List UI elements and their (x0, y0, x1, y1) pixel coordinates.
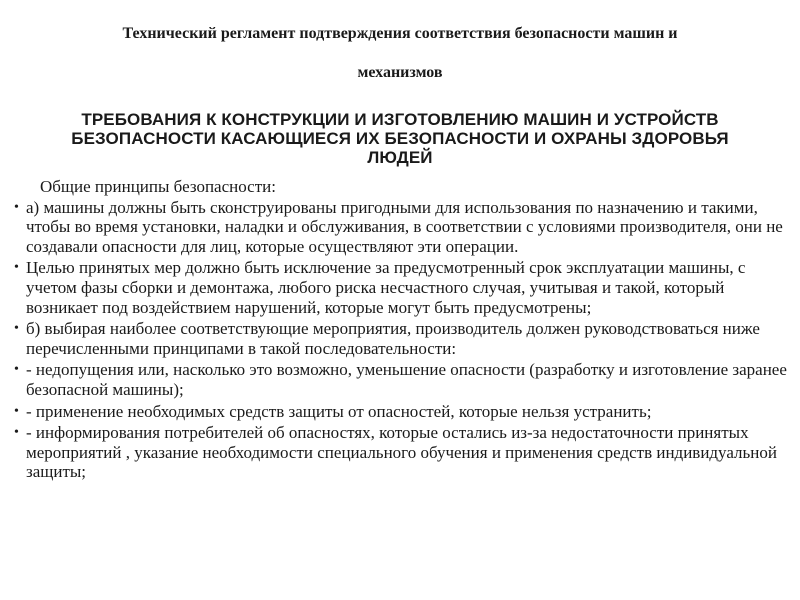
list-item-text: - применение необходимых средств защиты от опасностей, которые нельзя устранить; (26, 401, 652, 421)
list-item-text: Целью принятых мер должно быть исключение за предусмотренный срок эксплуатации машины, с учетом фазы сборки и демонтажа, любого риска несчастного случая, учитывая и такой, который возникает под воздействием нарушений, которые могут быть предусмотрены; (26, 258, 746, 317)
document-title-line-2: механизмов (357, 64, 443, 81)
list-item (14, 423, 789, 482)
list-item (14, 402, 789, 422)
body-text (14, 177, 789, 484)
list-item-text: - информирования потребителей об опасностях, которые остались из-за недостаточности принятых мероприятий , указание необходимости специального обучения и применения средств индивидуальной защиты; (26, 423, 777, 482)
bullet-list (14, 198, 789, 482)
bullet-icon: • (14, 403, 19, 419)
list-item (14, 198, 789, 257)
list-item-text: а) машины должны быть сконструированы пригодными для использования по назначению и такими, чтобы во время установки, наладки и обслуживания, в соответствии с условиями производителя, они не создавали опасности для лиц, которые осуществляют эти операции. (26, 197, 783, 256)
list-item (14, 360, 789, 399)
list-item (14, 258, 789, 317)
section-heading: ТРЕБОВАНИЯ К КОНСТРУКЦИИ И ИЗГОТОВЛЕНИЮ МАШИН И УСТРОЙСТВ БЕЗОПАСНОСТИ КАСАЮЩИЕСЯ ИХ БЕЗОПАСНОСТИ И ОХРАНЫ ЗДОРОВЬЯ ЛЮДЕЙ (71, 110, 729, 167)
list-item-text: - недопущения или, насколько это возможно, уменьшение опасности (разработку и изготовление заранее безопасной машины); (26, 360, 787, 399)
document-title-line-1: Технический регламент подтверждения соответствия безопасности машин и (122, 25, 678, 42)
list-item (14, 319, 789, 358)
bullet-icon: • (14, 321, 19, 337)
subheading: Общие принципы безопасности: (40, 177, 276, 196)
bullet-icon: • (14, 362, 19, 378)
bullet-icon: • (14, 199, 19, 215)
list-item-text: б) выбирая наиболее соответствующие мероприятия, производитель должен руководствоваться ниже перечисленными принципами в такой последовательности: (26, 319, 760, 358)
bullet-icon: • (14, 260, 19, 276)
bullet-icon: • (14, 425, 19, 441)
